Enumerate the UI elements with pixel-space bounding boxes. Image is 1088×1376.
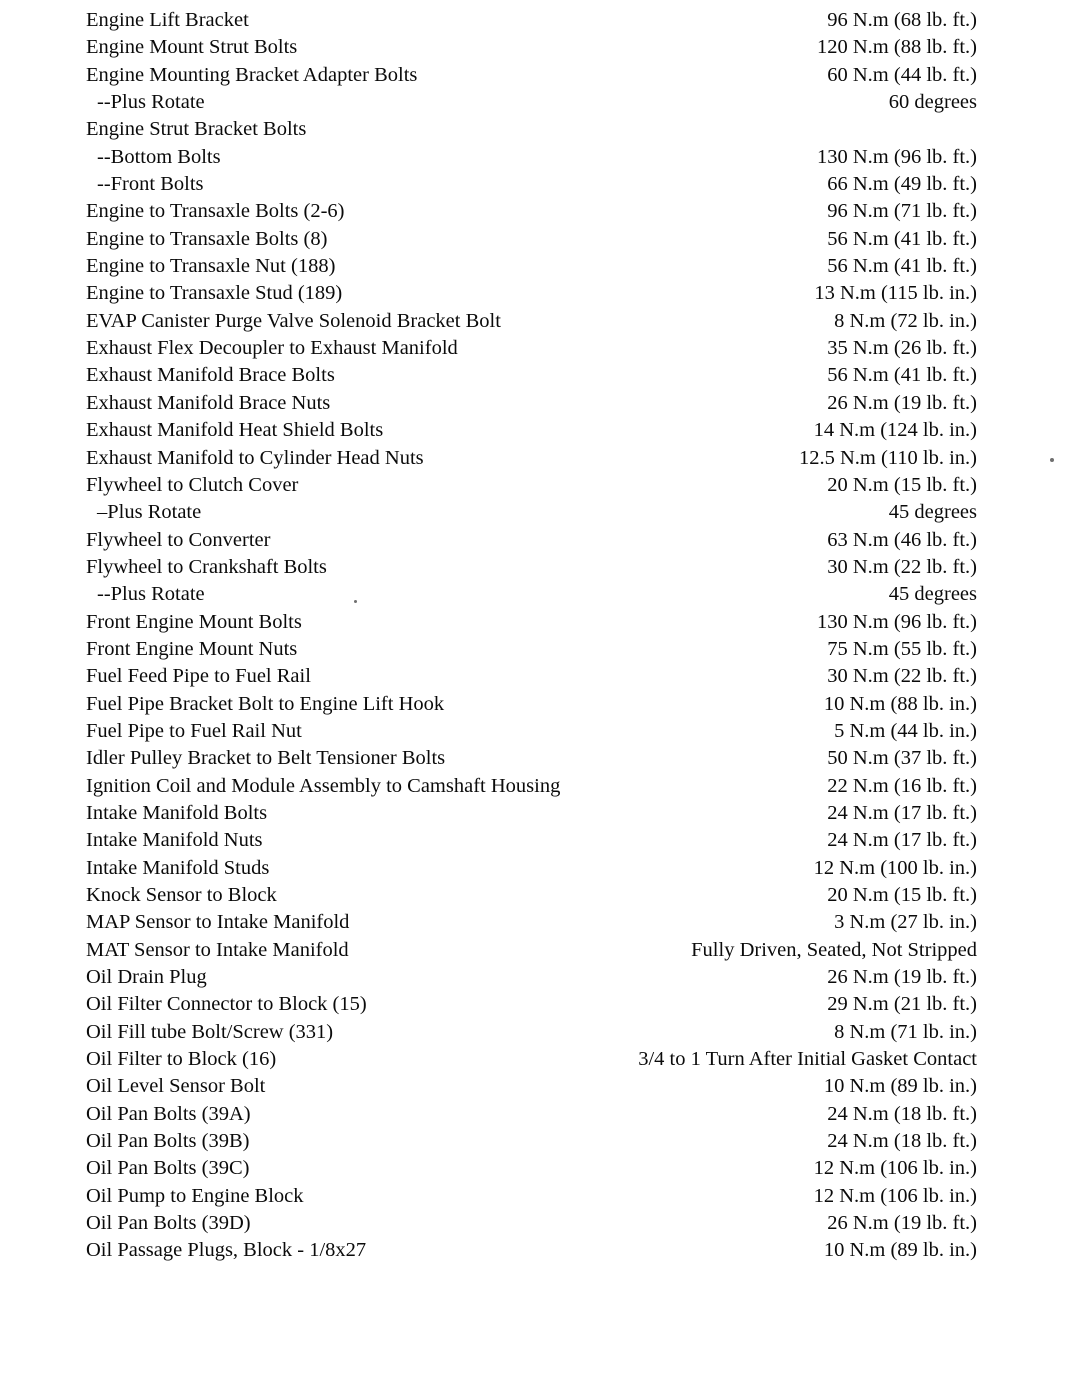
- torque-spec-table: [86, 7, 977, 1265]
- torque-value: 12.5 N.m (110 lb. in.): [798, 446, 977, 469]
- torque-value: 10 N.m (89 lb. in.): [823, 1075, 977, 1098]
- component-label: Engine Mount Strut Bolts: [86, 36, 298, 59]
- component-label: Flywheel to Clutch Cover: [86, 473, 299, 496]
- component-label: Oil Filter to Block (16): [86, 1048, 277, 1071]
- torque-value: 26 N.m (19 lb. ft.): [827, 966, 977, 989]
- component-label: Oil Pump to Engine Block: [86, 1184, 304, 1207]
- spec-row: [86, 390, 977, 417]
- torque-value: Fully Driven, Seated, Not Stripped: [691, 938, 977, 961]
- component-label: Engine Mounting Bracket Adapter Bolts: [86, 63, 418, 86]
- component-label: Engine to Transaxle Stud (189): [86, 282, 343, 305]
- spec-row: [86, 445, 977, 472]
- component-label: EVAP Canister Purge Valve Solenoid Bracket Bolt: [86, 309, 501, 332]
- spec-row: [86, 882, 977, 909]
- torque-value: 60 N.m (44 lb. ft.): [827, 63, 977, 86]
- spec-row: [86, 472, 977, 499]
- component-label: –Plus Rotate: [97, 501, 202, 524]
- torque-value: 120 N.m (88 lb. ft.): [817, 36, 977, 59]
- torque-value: 10 N.m (88 lb. in.): [823, 692, 977, 715]
- spec-row: [86, 663, 977, 690]
- torque-value: 12 N.m (106 lb. in.): [813, 1184, 977, 1207]
- torque-value: 30 N.m (22 lb. ft.): [827, 665, 977, 688]
- torque-value: 56 N.m (41 lb. ft.): [827, 364, 977, 387]
- component-label: Exhaust Manifold Brace Bolts: [86, 364, 335, 387]
- component-label: Engine to Transaxle Bolts (8): [86, 227, 328, 250]
- spec-row: [86, 253, 977, 280]
- spec-row: [86, 773, 977, 800]
- scan-speck: [354, 600, 357, 603]
- spec-row: [86, 909, 977, 936]
- spec-row: [86, 198, 977, 225]
- component-label: --Plus Rotate: [97, 583, 205, 606]
- spec-row: [86, 964, 977, 991]
- component-label: Flywheel to Converter: [86, 528, 271, 551]
- spec-row: [86, 1155, 977, 1182]
- torque-value: 8 N.m (72 lb. in.): [834, 309, 977, 332]
- spec-row: [86, 718, 977, 745]
- component-label: Oil Drain Plug: [86, 966, 207, 989]
- component-label: Oil Fill tube Bolt/Screw (331): [86, 1020, 334, 1043]
- spec-row: [86, 581, 977, 608]
- component-label: Oil Pan Bolts (39A): [86, 1102, 251, 1125]
- spec-row: [86, 745, 977, 772]
- component-label: Exhaust Manifold to Cylinder Head Nuts: [86, 446, 424, 469]
- spec-row: [86, 308, 977, 335]
- torque-value: 130 N.m (96 lb. ft.): [817, 145, 977, 168]
- torque-value: 96 N.m (68 lb. ft.): [827, 9, 977, 31]
- torque-value: 8 N.m (71 lb. in.): [834, 1020, 977, 1043]
- component-label: Front Engine Mount Bolts: [86, 610, 302, 633]
- torque-value: 75 N.m (55 lb. ft.): [827, 637, 977, 660]
- component-label: Oil Filter Connector to Block (15): [86, 993, 367, 1016]
- component-label: Exhaust Manifold Heat Shield Bolts: [86, 419, 384, 442]
- component-label: Oil Level Sensor Bolt: [86, 1075, 266, 1098]
- component-label: --Bottom Bolts: [97, 145, 221, 168]
- component-label: Oil Passage Plugs, Block - 1/8x27: [86, 1239, 367, 1262]
- component-label: Oil Pan Bolts (39B): [86, 1130, 250, 1153]
- spec-row: [86, 1101, 977, 1128]
- spec-row: [86, 554, 977, 581]
- component-label: Intake Manifold Studs: [86, 856, 270, 879]
- spec-row: [86, 527, 977, 554]
- spec-row: [86, 1210, 977, 1237]
- component-label: Engine Strut Bracket Bolts: [86, 118, 307, 141]
- spec-row: [86, 1237, 977, 1264]
- torque-value: 3/4 to 1 Turn After Initial Gasket Contact: [638, 1048, 977, 1071]
- component-label: Engine to Transaxle Nut (188): [86, 255, 336, 278]
- component-label: Flywheel to Crankshaft Bolts: [86, 555, 327, 578]
- torque-value: 14 N.m (124 lb. in.): [813, 419, 977, 442]
- component-label: Fuel Pipe to Fuel Rail Nut: [86, 719, 302, 742]
- torque-value: 29 N.m (21 lb. ft.): [827, 993, 977, 1016]
- component-label: Exhaust Flex Decoupler to Exhaust Manifold: [86, 337, 458, 360]
- torque-value: 24 N.m (18 lb. ft.): [827, 1102, 977, 1125]
- torque-value: 30 N.m (22 lb. ft.): [827, 555, 977, 578]
- component-label: Fuel Pipe Bracket Bolt to Engine Lift Hook: [86, 692, 445, 715]
- spec-row: [86, 144, 977, 171]
- torque-value: 22 N.m (16 lb. ft.): [827, 774, 977, 797]
- component-label: Fuel Feed Pipe to Fuel Rail: [86, 665, 311, 688]
- spec-row: [86, 855, 977, 882]
- spec-row: [86, 691, 977, 718]
- spec-row: [86, 1183, 977, 1210]
- component-label: Exhaust Manifold Brace Nuts: [86, 391, 331, 414]
- torque-value: 45 degrees: [888, 583, 977, 606]
- component-label: MAP Sensor to Intake Manifold: [86, 911, 350, 934]
- spec-row: [86, 609, 977, 636]
- torque-value: 20 N.m (15 lb. ft.): [827, 884, 977, 906]
- spec-row: [86, 937, 977, 964]
- torque-value: 12 N.m (100 lb. in.): [813, 856, 977, 879]
- spec-row: [86, 34, 977, 61]
- torque-value: 20 N.m (15 lb. ft.): [827, 473, 977, 496]
- spec-row: [86, 171, 977, 198]
- component-label: Engine to Transaxle Bolts (2-6): [86, 200, 345, 223]
- component-label: MAT Sensor to Intake Manifold: [86, 938, 349, 961]
- spec-row: [86, 1128, 977, 1155]
- spec-row: [86, 1073, 977, 1100]
- torque-value: 66 N.m (49 lb. ft.): [827, 173, 977, 196]
- component-label: Knock Sensor to Block: [86, 884, 277, 906]
- spec-row: [86, 226, 977, 253]
- torque-value: 3 N.m (27 lb. in.): [834, 911, 977, 934]
- spec-row: [86, 280, 977, 307]
- spec-row: [86, 991, 977, 1018]
- torque-value: 13 N.m (115 lb. in.): [814, 282, 977, 305]
- torque-value: 35 N.m (26 lb. ft.): [827, 337, 977, 360]
- spec-row: [86, 499, 977, 526]
- torque-value: 63 N.m (46 lb. ft.): [827, 528, 977, 551]
- spec-row: [86, 800, 977, 827]
- torque-value: 5 N.m (44 lb. in.): [834, 719, 977, 742]
- component-label: Intake Manifold Bolts: [86, 801, 268, 824]
- component-label: Oil Pan Bolts (39C): [86, 1157, 250, 1180]
- torque-value: 130 N.m (96 lb. ft.): [817, 610, 977, 633]
- spec-row: [86, 1019, 977, 1046]
- component-label: Idler Pulley Bracket to Belt Tensioner Bolts: [86, 747, 446, 770]
- spec-row: [86, 62, 977, 89]
- torque-value: 26 N.m (19 lb. ft.): [827, 1212, 977, 1235]
- torque-value: 60 degrees: [888, 91, 977, 114]
- spec-row: [86, 116, 977, 143]
- component-label: --Front Bolts: [97, 173, 204, 196]
- component-label: --Plus Rotate: [97, 91, 205, 114]
- spec-row: [86, 1046, 977, 1073]
- spec-row: [86, 7, 977, 34]
- torque-value: 56 N.m (41 lb. ft.): [827, 255, 977, 278]
- scan-speck: [1050, 458, 1054, 462]
- spec-row: [86, 417, 977, 444]
- component-label: Engine Lift Bracket: [86, 9, 249, 31]
- spec-row: [86, 89, 977, 116]
- spec-row: [86, 827, 977, 854]
- component-label: Front Engine Mount Nuts: [86, 637, 298, 660]
- torque-value: 24 N.m (17 lb. ft.): [827, 829, 977, 852]
- component-label: Ignition Coil and Module Assembly to Camshaft Housing: [86, 774, 561, 797]
- torque-value: 26 N.m (19 lb. ft.): [827, 391, 977, 414]
- torque-value: 96 N.m (71 lb. ft.): [827, 200, 977, 223]
- spec-row: [86, 335, 977, 362]
- spec-row: [86, 362, 977, 389]
- torque-value: 12 N.m (106 lb. in.): [813, 1157, 977, 1180]
- torque-value: 45 degrees: [888, 501, 977, 524]
- torque-value: 24 N.m (18 lb. ft.): [827, 1130, 977, 1153]
- component-label: Oil Pan Bolts (39D): [86, 1212, 251, 1235]
- torque-value: 24 N.m (17 lb. ft.): [827, 801, 977, 824]
- component-label: Intake Manifold Nuts: [86, 829, 263, 852]
- spec-row: [86, 636, 977, 663]
- torque-value: 10 N.m (89 lb. in.): [823, 1239, 977, 1262]
- torque-value: 56 N.m (41 lb. ft.): [827, 227, 977, 250]
- torque-value: 50 N.m (37 lb. ft.): [827, 747, 977, 770]
